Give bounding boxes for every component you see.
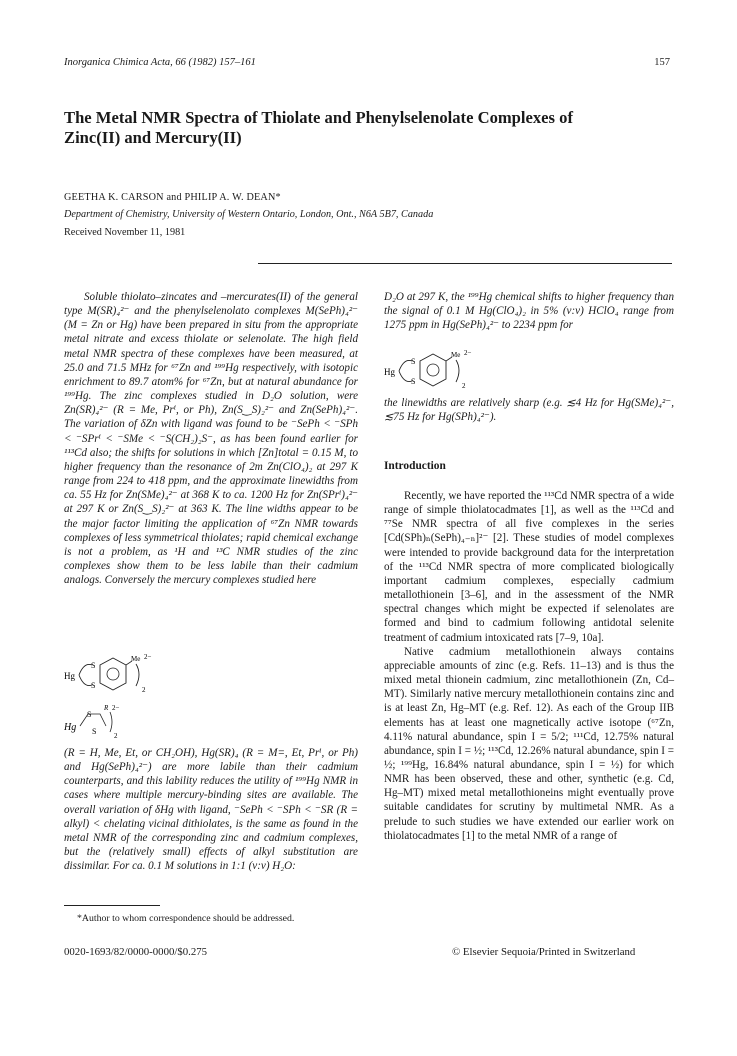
correspondence-footnote: *Author to whom correspondence should be addressed. <box>77 913 295 924</box>
subscript-open-two: 2 <box>114 732 118 740</box>
abstract-paragraph-cont: (R = H, Me, Et, or CH₂OH), Hg(SR)₄ (R = M=, Et, Prⁱ, or Ph) and Hg(SePh)₄²⁻) are more labile than their cadmium counterparts, and this lability reduces the utility of ¹⁹⁹Hg NMR in cases where multiple mercury-binding sites are available. The overall variation of δHg with ligand, ⁻SePh < ⁻SPh < ⁻SR (R = alkyl) < chelating vicinal dithiolates, is the same as found in the metal NMR of the corresponding zinc and cadmium complexes, but the (relatively small) effects of alkyl substitution are dissimilar. For ca. 0.1 M solutions in 1:1 (v:v) H₂O: <box>64 747 358 873</box>
subscript-two: 2 <box>142 686 146 694</box>
received-date: Received November 11, 1981 <box>64 227 186 238</box>
charge-label-right: 2− <box>464 349 472 357</box>
intro-paragraph-2: Native cadmium metallothionein always contains appreciable amounts of zinc (e.g. Refs. 11–13) and is thus the mixed metal thionein cadmium, zinc metallothionein (Zn, Cd–MT). Similarly native mercury metallothionein contains zinc and is at least Zn, Hg–MT (e.g. Ref. 12). As each of the Group IIB elements has at least one magnetically active isotope (⁶⁷Zn, 4.11% natural abundance, spin I = 5/2; ¹¹¹Cd, 12.75% natural abundance, spin I = ½; ¹¹³Cd, 12.26% natural abundance, spin I = ½; ¹⁹⁹Hg, 16.84% natural abundance, spin I = ½) for which NMR has been observed, these and other, synthetic (e.g. Cd, Hg–MT) mixed metal metallothioneins might eventually prove suitable candidates for scrutiny by multimetal NMR. As a prelude to such studies we have extended our earlier work on thiolatocadmates [1] to the metal NMR of a range of <box>384 645 674 842</box>
mercury-dithiolate-structure <box>64 652 156 698</box>
charge-open-label: 2− <box>112 704 120 712</box>
abstract-right-part2: the linewidths are relatively sharp (e.g. ≲4 Hz for Hg(SMe)₄²⁻, ≲75 Hz for Hg(SPh)₄²⁻). <box>384 397 674 424</box>
section-heading-introduction: Introduction <box>384 460 446 472</box>
hg-label: Hg <box>64 671 75 681</box>
methyl-label-right: Me <box>451 351 461 359</box>
sulfur-label-bottom-right: S <box>411 377 416 386</box>
hg-label-right: Hg <box>384 367 395 377</box>
introduction-body <box>384 489 674 843</box>
abstract-left-continued <box>64 746 358 873</box>
intro-paragraph-1: Recently, we have reported the ¹¹³Cd NMR spectra of a wide range of simple thiolatocadmates [1], as well as the ¹¹³Cd and ⁷⁷Se NMR spectra of all five complexes in the series [Cd(SPh)ₙ(SePh)₄₋ₙ]²⁻ [2]. These studies of model complexes were intended to provide background data for the interpretation of the ¹¹³Cd NMR spectra of more complicated biologically important cadmium complexes, especially cadmium metallothionein [3–6], and in the assessment of the NMR spectral changes which might be expected if selenolates are formed and bind to cadmium following antidotal selenite treatment of cadmium intoxicated rats [7–9, 10a]. <box>384 490 674 644</box>
publisher-copyright: © Elsevier Sequoia/Printed in Switzerland <box>452 946 636 958</box>
page-number: 157 <box>654 57 670 68</box>
header-divider <box>258 263 672 264</box>
abstract-left-column <box>64 290 358 587</box>
running-header <box>64 57 670 73</box>
author-list: GEETHA K. CARSON and PHILIP A. W. DEAN* <box>64 192 281 203</box>
abstract-paragraph: Soluble thiolato–zincates and –mercurates(II) of the general type M(SR)₄²⁻ and the phenylselenolato complexes M(SePh)₄²⁻ (M = Zn or Hg) have been prepared in situ from the appropriate metal nitrate and excess thiolate or selenolate. The high field metal NMR spectra of these complexes have been measured, at 25.0 and 71.5 MHz for ⁶⁷Zn and ¹⁹⁹Hg respectively, with isotopic enrichment to 89.7 atom% for ⁶⁷Zn, but at natural abundance for ¹⁹⁹Hg. The zinc complexes studied in D₂O solution, were Zn(SR)₄²⁻ (R = Me, Prⁱ, or Ph), Zn(S‿S)₂²⁻ and Zn(SePh)₄²⁻. The variation of δZn with ligand was found to be ⁻SePh < ⁻SPh < ⁻SPrⁱ < ⁻SMe < ⁻S(CH₂)₂S⁻, as has been found earlier for ¹¹³Cd also; the shifts for solutions in which [Zn]total = 0.15 M, to higher frequency than the resonance of 2m Zn(ClO₄)₂ at 297 K range from 224 to 418 ppm, and the approximate linewidths from ca. 55 Hz for Zn(SMe)₄²⁻ at 368 K to ca. 1200 Hz for Zn(SPrⁱ)₄²⁻ at 297 K or Zn(S‿S)₂²⁻ at 363 K. The line widths appear to be the major factor limiting the application of ⁶⁷Zn NMR towards complexes of less symmetrical thiolates; rapid chemical exchange is not a problem, as ¹H and ¹³C NMR studies of the zinc complexes show them to be less labile than their cadmium analogs. Conversely the mercury complexes studied here <box>64 291 358 587</box>
r-group-label: R <box>104 704 109 712</box>
sulfur-label-top: S <box>91 661 96 670</box>
affiliation: Department of Chemistry, University of Western Ontario, London, Ont., N6A 5B7, Canada <box>64 209 434 220</box>
footnote-divider <box>64 905 160 906</box>
mercury-alkanedithiolate-structure <box>64 700 144 744</box>
mercury-dithiolate-structure-right <box>384 348 476 394</box>
sulfur-label-bottom: S <box>91 681 96 690</box>
abstract-right-part1: D₂O at 297 K, the ¹⁹⁹Hg chemical shifts to higher frequency than the signal of 0.1 M Hg(ClO₄)₂ in 5% (v:v) HClO₄ range from 1275 ppm in Hg(SePh)₄²⁻ to 2234 ppm for <box>384 291 674 332</box>
sulfur-open-top: S <box>87 710 92 719</box>
issn-code: 0020-1693/82/0000-0000/$0.275 <box>64 946 208 958</box>
journal-citation: Inorganica Chimica Acta, 66 (1982) 157–161 <box>64 57 256 68</box>
charge-label: 2− <box>144 653 152 661</box>
methyl-label: Me <box>131 655 141 663</box>
sulfur-open-bottom: S <box>92 727 97 736</box>
article-title: The Metal NMR Spectra of Thiolate and Phenylselenolate Complexes of Zinc(II) and Mercury(II) <box>64 108 573 147</box>
subscript-two-right: 2 <box>462 382 466 390</box>
hg-open-label: Hg <box>64 722 77 733</box>
sulfur-label-top-right: S <box>411 357 416 366</box>
